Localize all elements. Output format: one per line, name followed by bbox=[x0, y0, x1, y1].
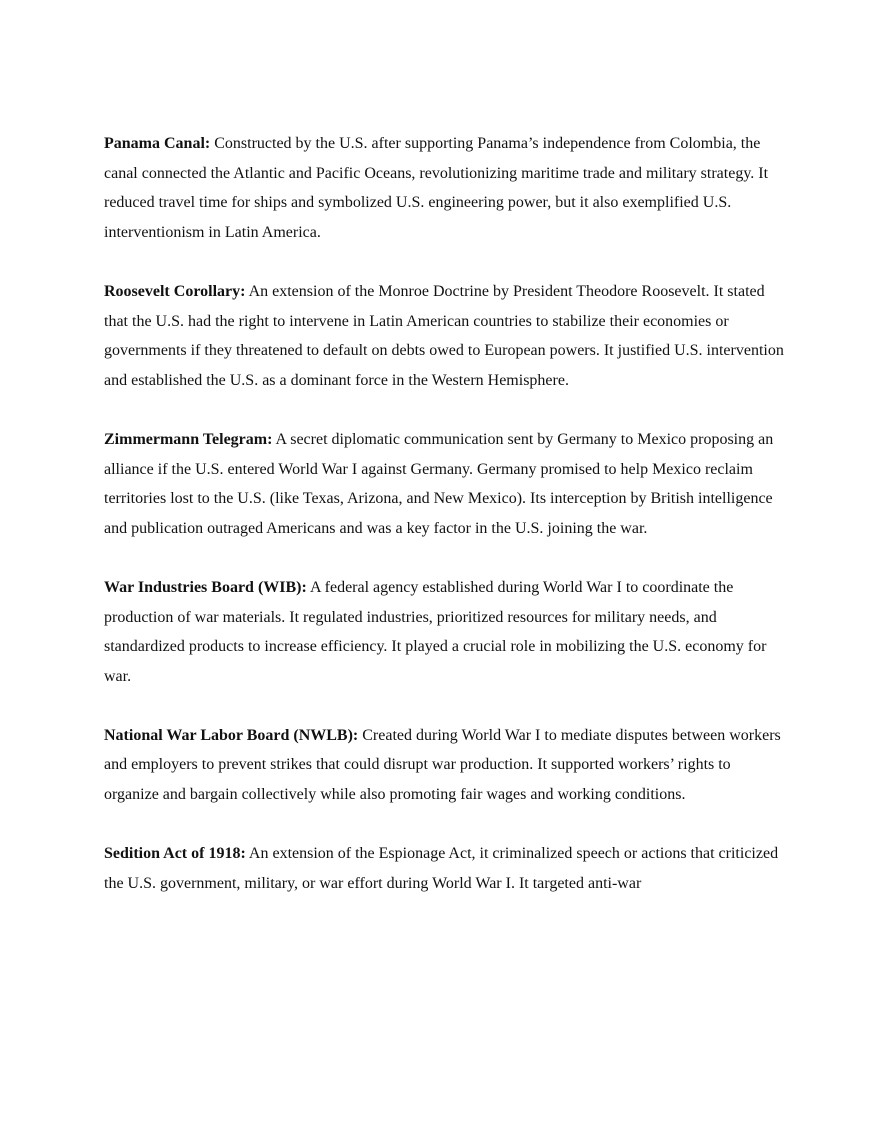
entry-national-war-labor-board bbox=[104, 721, 784, 810]
entry-definition: A secret diplomatic communication sent by Germany to Mexico proposing an alliance if the U.S. entered World War I against Germany. Germany promised to help Mexico reclaim territories lost to the U.S. (like Texas, Arizona, and New Mexico). Its interception by British intelligence and publication outraged Americans and was a key factor in the U.S. joining the war. bbox=[104, 430, 774, 537]
entry-zimmermann-telegram bbox=[104, 425, 784, 543]
entry-war-industries-board bbox=[104, 573, 784, 691]
entry-definition: A federal agency established during World War I to coordinate the production of war materials. It regulated industries, prioritized resources for military needs, and standardized products to increase efficiency. It played a crucial role in mobilizing the U.S. economy for war. bbox=[104, 578, 767, 685]
entry-panama-canal bbox=[104, 129, 784, 247]
entry-definition: An extension of the Espionage Act, it criminalized speech or actions that criticized the U.S. government, military, or war effort during World War I. It targeted anti-war bbox=[104, 845, 779, 892]
entry-term: Roosevelt Corollary: bbox=[104, 282, 246, 300]
entry-term: Panama Canal: bbox=[104, 135, 211, 152]
entry-roosevelt-corollary bbox=[104, 277, 784, 395]
entry-term: Sedition Act of 1918: bbox=[104, 845, 246, 863]
entry-term: Zimmermann Telegram: bbox=[104, 430, 273, 448]
document-body bbox=[104, 129, 784, 928]
entry-definition: Created during World War I to mediate disputes between workers and employers to prevent strikes that could disrupt war production. It supported workers’ rights to organize and bargain collectively while also promoting fair wages and working conditions. bbox=[104, 726, 781, 804]
entry-sedition-act bbox=[104, 839, 784, 898]
entry-term: National War Labor Board (NWLB): bbox=[104, 726, 359, 744]
entry-definition: Constructed by the U.S. after supporting Panama’s independence from Colombia, the canal connected the Atlantic and Pacific Oceans, revolutionizing maritime trade and military strategy. It reduced travel time for ships and symbolized U.S. engineering power, but it also exemplified U.S. interventionism in Latin America. bbox=[104, 135, 769, 241]
entry-definition: An extension of the Monroe Doctrine by President Theodore Roosevelt. It stated that the U.S. had the right to intervene in Latin American countries to stabilize their economies or governments if they threatened to default on debts owed to European powers. It justified U.S. intervention and established the U.S. as a dominant force in the Western Hemisphere. bbox=[104, 282, 784, 389]
entry-term: War Industries Board (WIB): bbox=[104, 578, 307, 596]
